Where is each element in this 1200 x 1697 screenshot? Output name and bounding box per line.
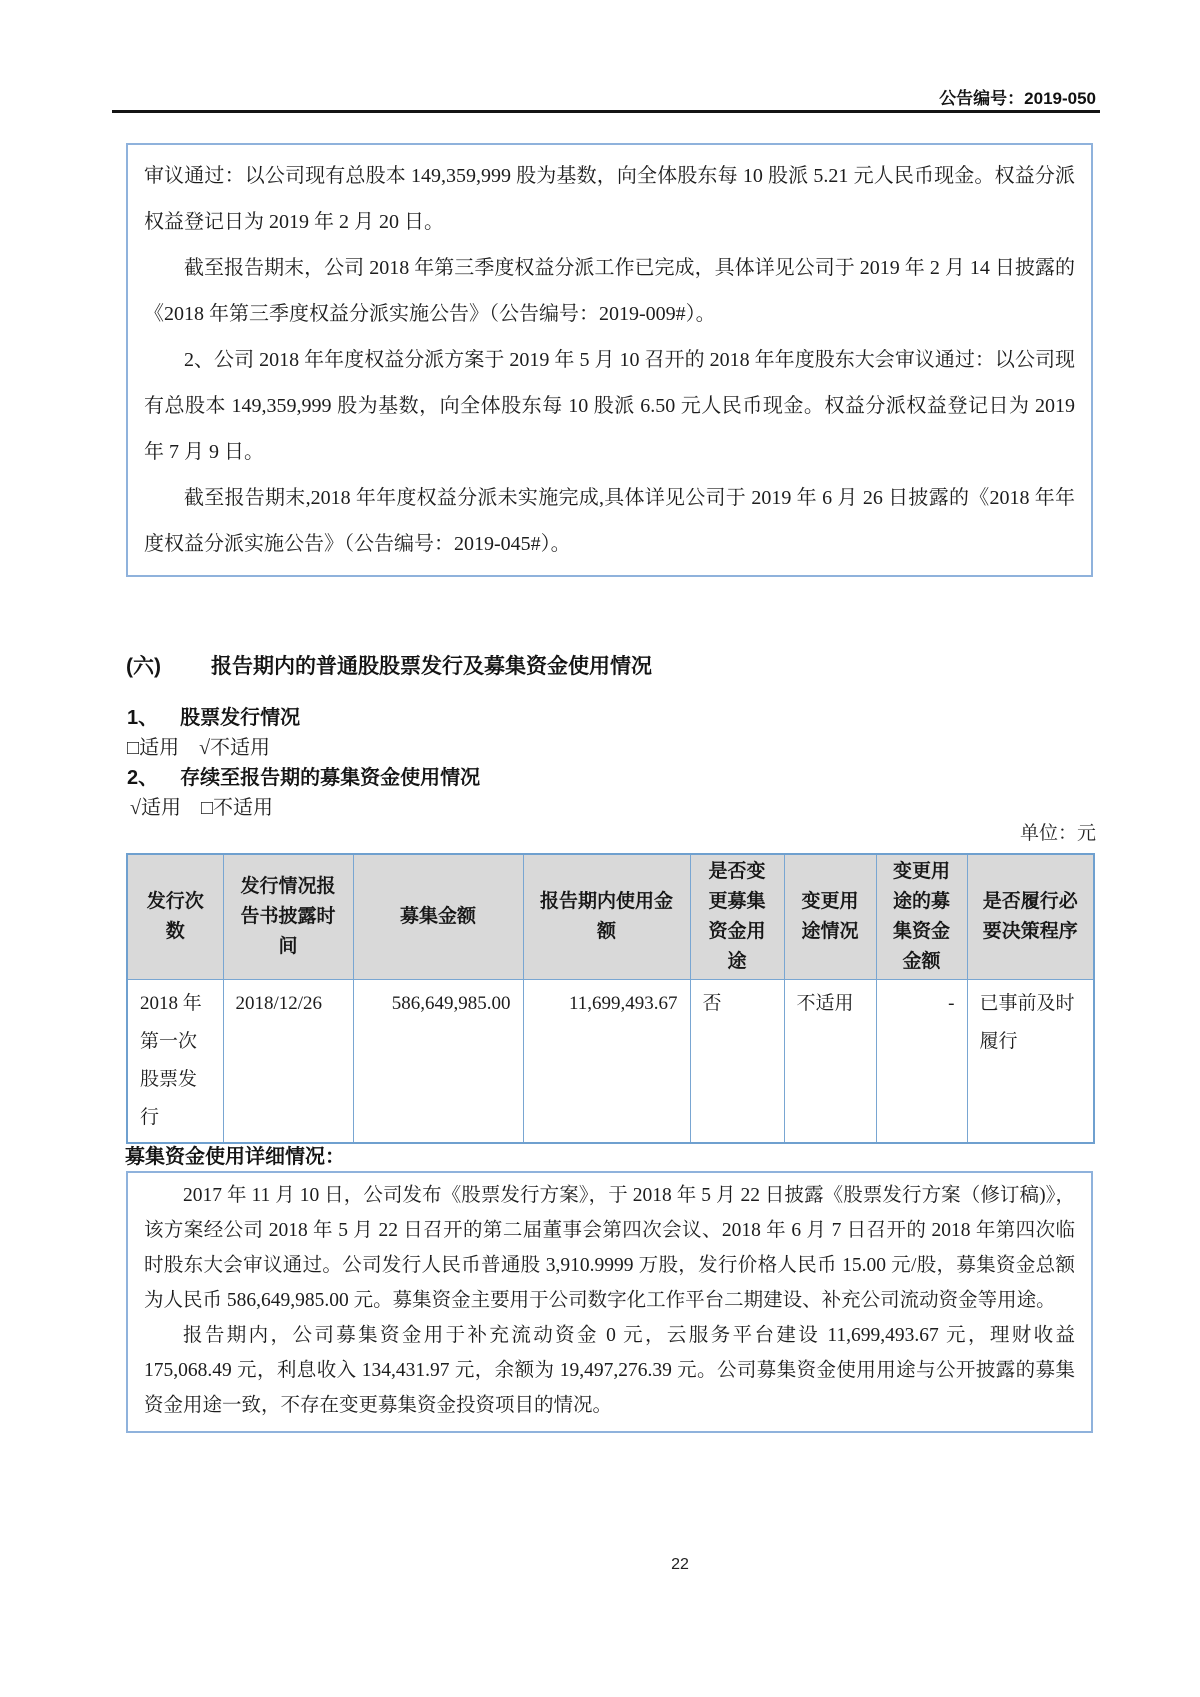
header-purpose-changed: 是否变更募集资金用途 [690,854,784,980]
paragraph: 报告期内，公司募集资金用于补充流动资金 0 元，云服务平台建设 11,699,493.67 元，理财收益 175,068.49 元，利息收入 134,431.97 元，余额为 19,497,276.39 元。公司募集资金使用用途与公开披露的募集资金用途一致，不存在变更募集资金投资项目的情况。 [144,1325,1075,1416]
subsection-number: 1、 [127,707,159,729]
subsection-1-heading [127,701,300,730]
table-row [127,980,1094,1144]
paragraph: 截至报告期末，公司 2018 年第三季度权益分派工作已完成，具体详见公司于 2019 年 2 月 14 日披露的《2018 年第三季度权益分派实施公告》（公告编号：2019-009#）。 [144,257,1075,325]
header-used-amount: 报告期内使用金额 [523,854,690,980]
cell-change-status: 不适用 [784,980,876,1144]
unit-label: 单位：元 [1019,823,1096,844]
header-changed-amount: 变更用途的募集资金金额 [876,854,967,980]
subsection-title: 股票发行情况 [180,707,301,729]
cell-raised-amount: 586,649,985.00 [353,980,523,1144]
page-number: 22 [671,1556,689,1573]
header-change-status: 变更用途情况 [784,854,876,980]
applicability-line-2: √适用 □不适用 [130,797,274,819]
paragraph: 审议通过：以公司现有总股本 149,359,999 股为基数，向全体股东每 10 股派 5.21 元人民币现金。权益分派权益登记日为 2019 年 2 月 20 日。 [144,165,1075,233]
paragraph: 2017 年 11 月 10 日，公司发布《股票发行方案》，于 2018 年 5 月 22 日披露《股票发行方案（修订稿)》，该方案经公司 2018 年 5 月 22 日召开的第二届董事会第四次会议、2018 年 6 月 7 日召开的 2018 年第四次临时股东大会审议通过。公司发行人民币普通股 3,910.9999 万股，发行价格人民币 15.00 元/股，募集资金总额为人民币 586,649,985.00 元。募集资金主要用于公司数字化工作平台二期建设、补充公司流动资金等用途。 [144,1185,1075,1311]
cell-changed-amount: - [876,980,967,1144]
header-procedure-performed: 是否履行必要决策程序 [967,854,1094,980]
subsection-title: 存续至报告期的募集资金使用情况 [180,767,481,789]
cell-used-amount: 11,699,493.67 [523,980,690,1144]
subsection-number: 2、 [127,767,159,789]
paragraph: 截至报告期末,2018 年年度权益分派未实施完成,具体详见公司于 2019 年 6 月 26 日披露的《2018 年年度权益分派实施公告》（公告编号：2019-045#）。 [144,487,1075,555]
applicability-line-1: □适用 √不适用 [127,737,271,759]
table-header-row [127,854,1094,980]
section-number: (六) [126,655,161,678]
cell-issue-round: 2018 年第一次股票发行 [127,980,223,1144]
subsection-2-heading [127,761,480,790]
header-issue-round: 发行次数 [127,854,223,980]
header-rule [112,110,1100,113]
fund-usage-detail-box [126,1171,1093,1433]
announcement-number: 公告编号：2019-050 [939,89,1096,108]
header-raised-amount: 募集金额 [353,854,523,980]
header-disclosure-date: 发行情况报告书披露时间 [223,854,353,980]
cell-purpose-changed: 否 [690,980,784,1144]
cell-disclosure-date: 2018/12/26 [223,980,353,1144]
detail-heading: 募集资金使用详细情况： [125,1146,345,1168]
cell-procedure-performed: 已事前及时履行 [967,980,1094,1144]
dividend-distribution-box [126,143,1093,577]
section-title: 报告期内的普通股股票发行及募集资金使用情况 [211,655,652,678]
raised-funds-table [126,853,1095,1144]
paragraph: 2、公司 2018 年年度权益分派方案于 2019 年 5 月 10 召开的 2018 年年度股东大会审议通过：以公司现有总股本 149,359,999 股为基数，向全体股东每 10 股派 6.50 元人民币现金。权益分派权益登记日为 2019 年 7 月 9 日。 [144,349,1075,463]
section-heading [126,650,652,680]
